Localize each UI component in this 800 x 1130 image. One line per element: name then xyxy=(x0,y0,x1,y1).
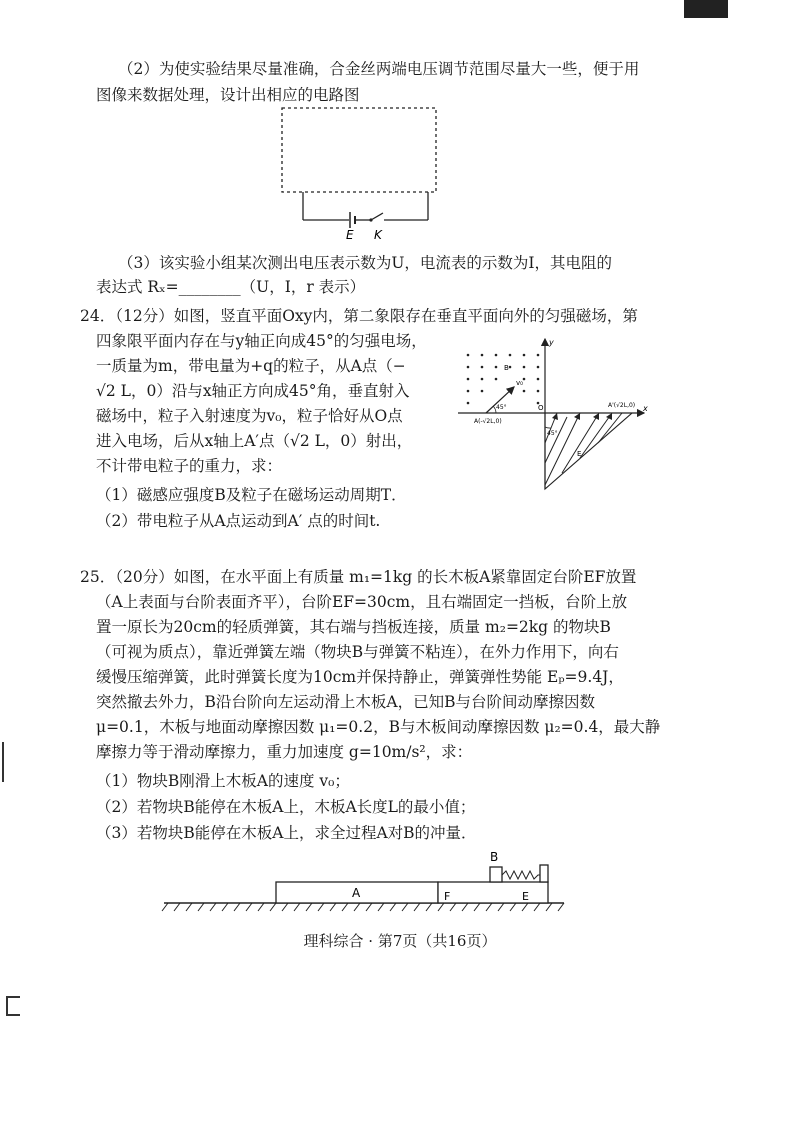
electric-field-lines xyxy=(545,413,622,485)
q25-line1: 25．（20分）如图，在水平面上有质量 m₁=1kg 的长木板A紧靠固定台阶EF放置 xyxy=(80,568,637,586)
block-b xyxy=(490,867,502,882)
spring xyxy=(502,871,540,879)
q24-line3: 一质量为m，带电量为+q的粒子，从A点（− xyxy=(96,357,406,375)
q25-line4: （可视为质点），靠近弹簧左端（物块B与弹簧不粘连），在外力作用下，向右 xyxy=(96,643,619,661)
q24-part1: （1）磁感应强度B及粒子在磁场运动周期T． xyxy=(96,486,407,504)
q23-part3-line1: （3）该实验小组某次测出电压表示数为U，电流表的示数为I，其电阻的 xyxy=(118,254,613,272)
ground-hatching xyxy=(162,903,564,911)
plank-step-diagram xyxy=(160,845,570,915)
angle-arc-e xyxy=(545,427,551,428)
point-e-label: E xyxy=(522,890,529,903)
q25-line5: 缓慢压缩弹簧，此时弹簧长度为10cm并保持静止，弹簧弹性势能 Eₚ=9.4J， xyxy=(96,668,624,686)
step-ef xyxy=(438,882,548,903)
q23-part2-line2: 图像来数据处理，设计出相应的电路图 xyxy=(96,86,360,104)
q25-part1: （1）物块B刚滑上木板A的速度 v₀； xyxy=(96,772,350,790)
q24-part2: （2）带电粒子从A点运动到A′ 点的时间t. xyxy=(96,512,381,530)
velocity-label: v₀ xyxy=(516,379,523,387)
q24-line4: √2 L，0）沿与x轴正方向成45°角，垂直射入 xyxy=(96,382,410,400)
plank-a-label: A xyxy=(352,886,361,900)
q24-line1: 24．（12分）如图，竖直平面Oxy内，第二象限存在垂直平面向外的匀强磁场，第 xyxy=(80,307,638,325)
q24-line7: 不计带电粒子的重力，求： xyxy=(96,457,283,475)
q25-line3: 置一原长为20cm的轻质弹簧，其右端与挡板连接，质量 m₂=2kg 的物块B xyxy=(96,618,611,636)
angle-label-a: 45° xyxy=(496,404,507,411)
q25-part3: （3）若物块B能停在木板A上，求全过程A对B的冲量． xyxy=(96,824,477,842)
point-a-label: A(-√2L,0) xyxy=(474,418,502,425)
battery-label: E xyxy=(346,228,354,242)
scan-crop-mark-bottom xyxy=(6,1014,20,1016)
q24-line2: 四象限平面内存在与y轴正向成45°的匀强电场， xyxy=(96,332,427,350)
q25-line8: 摩擦力等于滑动摩擦力，重力加速度 g=10m/s²，求： xyxy=(96,743,473,761)
y-axis-label: y xyxy=(549,338,554,347)
q23-part2-line1: （2）为使实验结果尽量准确，合金丝两端电压调节范围尽量大一些，便于用 xyxy=(118,60,640,78)
e-field-label: E xyxy=(577,450,582,458)
scan-crop-mark-side xyxy=(6,996,8,1016)
q24-line5: 磁场中，粒子入射速度为v₀，粒子恰好从O点 xyxy=(96,407,403,425)
b-field-label: B xyxy=(504,364,509,372)
q23-part3-line2: 表达式 Rₓ=________（U，I，r 表示） xyxy=(96,278,366,296)
electric-field-arrowheads xyxy=(552,413,612,420)
fixed-wall xyxy=(540,865,548,882)
circuit-dashed-box xyxy=(282,108,436,192)
switch-label: K xyxy=(374,228,382,242)
scan-corner-mark xyxy=(684,0,728,18)
q25-line6: 突然撤去外力，B沿台阶向左运动滑上木板A，已知B与台阶间动摩擦因数 xyxy=(96,693,595,711)
origin-label: O xyxy=(538,404,544,412)
q25-line2: （A上表面与台阶表面齐平），台阶EF=30cm，且右端固定一挡板，台阶上放 xyxy=(96,593,628,611)
field-diagram xyxy=(452,333,652,493)
scan-crop-mark-top xyxy=(6,996,20,998)
q25-part2: （2）若物块B能停在木板A上，木板A长度L的最小值； xyxy=(96,798,476,816)
electric-field-region xyxy=(545,413,632,489)
page-footer: 理科综合 · 第7页（共16页） xyxy=(303,932,497,950)
angle-label-e: 45° xyxy=(547,430,558,437)
block-b-label: B xyxy=(490,850,499,864)
point-a-prime-label: A'(√2L,0) xyxy=(608,402,636,409)
point-f-label: F xyxy=(444,890,451,903)
q24-line6: 进入电场，后从x轴上A′点（√2 L，0）射出， xyxy=(96,432,413,450)
q25-line7: μ=0.1，木板与地面动摩擦因数 μ₁=0.2，B与木板间动摩擦因数 μ₂=0.4，最大静 xyxy=(96,718,661,736)
switch-blade xyxy=(371,213,383,220)
x-axis-label: x xyxy=(643,404,648,413)
circuit-diagram xyxy=(270,100,450,246)
scan-margin-line xyxy=(2,742,4,782)
